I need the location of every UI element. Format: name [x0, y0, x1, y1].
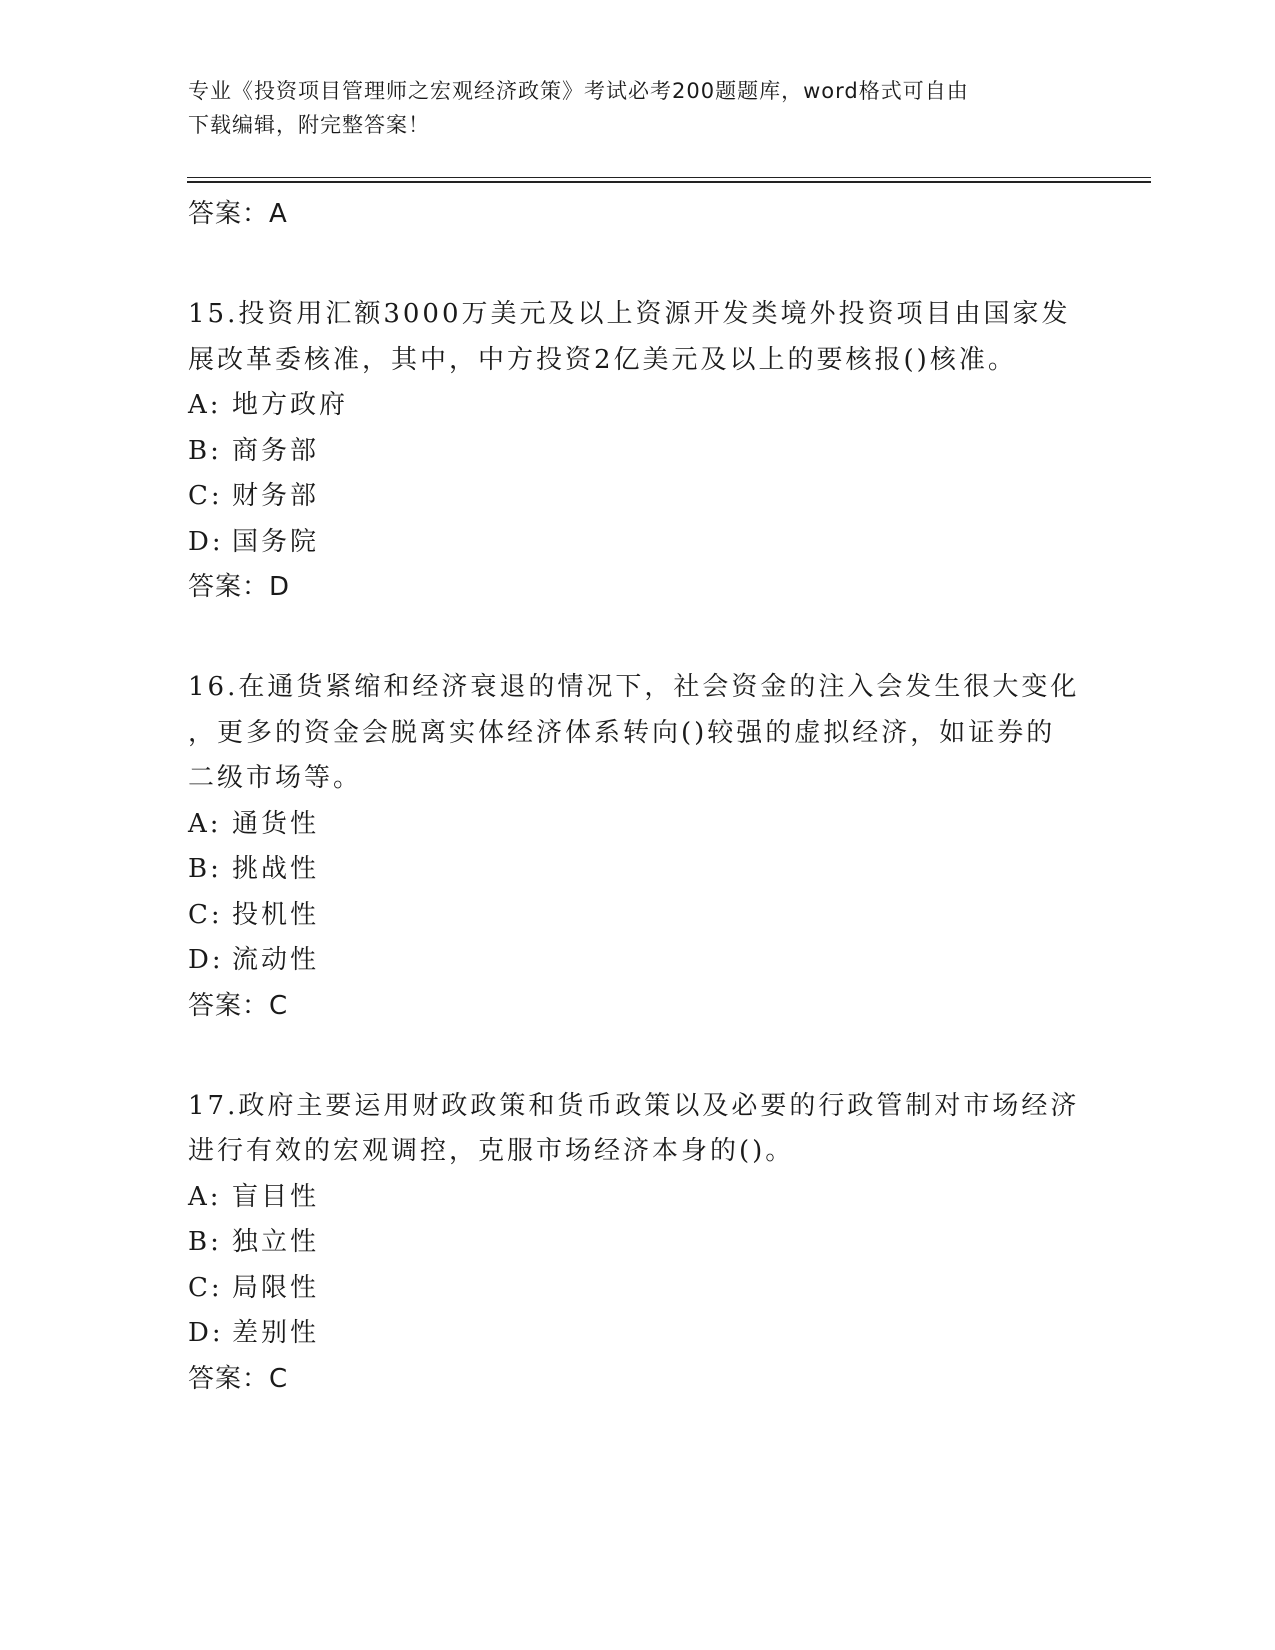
option-letter: C: — [188, 481, 223, 511]
question-stem — [188, 665, 1088, 802]
option-b — [188, 1220, 1088, 1266]
question-stem — [188, 1084, 1088, 1175]
stem-line: 二级市场等。 — [188, 763, 363, 793]
option-letter: D: — [188, 1318, 224, 1348]
option-a — [188, 383, 1088, 429]
header-divider-thick — [187, 181, 1151, 183]
header-divider-thin — [187, 177, 1151, 178]
stem-line: 进行有效的宏观调控，克服市场经济本身的()。 — [188, 1136, 795, 1166]
option-letter: A: — [188, 1181, 222, 1212]
option-c — [188, 474, 1088, 520]
header-line-2: 下载编辑，附完整答案！ — [188, 113, 430, 137]
stem-line: 展改革委核准，其中，中方投资2亿美元及以上的要核报()核准。 — [188, 344, 1017, 375]
option-letter: B: — [188, 1227, 222, 1257]
question-item — [188, 292, 1088, 609]
option-a — [188, 802, 1088, 848]
option-letter: C: — [188, 899, 223, 930]
question-list — [188, 192, 1088, 1401]
option-text: 盲目性 — [232, 1181, 320, 1212]
answer-line: 答案：C — [188, 990, 289, 1021]
option-text: 独立性 — [232, 1227, 320, 1257]
option-letter: B: — [188, 854, 222, 884]
option-text: 差别性 — [232, 1318, 320, 1348]
option-letter: D: — [188, 526, 224, 557]
option-text: 投机性 — [232, 899, 320, 930]
option-letter: C: — [188, 1272, 223, 1303]
option-c — [188, 893, 1088, 939]
stem-line: 17.政府主要运用财政政策和货币政策以及必要的行政管制对市场经济 — [188, 1090, 1080, 1121]
option-letter: D: — [188, 945, 224, 975]
option-text: 局限性 — [232, 1272, 320, 1303]
stem-line: 16.在通货紧缩和经济衰退的情况下，社会资金的注入会发生很大变化 — [188, 672, 1080, 702]
option-b — [188, 429, 1088, 475]
previous-answer: 答案：A — [188, 199, 288, 229]
option-text: 财务部 — [232, 481, 320, 511]
question-stem — [188, 292, 1088, 383]
option-letter: B: — [188, 435, 222, 466]
answer-line: 答案：D — [188, 572, 291, 602]
question-item — [188, 1084, 1088, 1401]
option-a — [188, 1175, 1088, 1221]
option-b — [188, 847, 1088, 893]
document-header — [188, 74, 1068, 142]
answer-line: 答案：C — [188, 1363, 289, 1394]
option-text: 流动性 — [232, 945, 320, 975]
question-item — [188, 665, 1088, 1028]
option-text: 通货性 — [232, 808, 320, 839]
option-d — [188, 1311, 1088, 1357]
option-text: 地方政府 — [232, 390, 349, 420]
option-text: 挑战性 — [232, 854, 320, 884]
option-letter: A: — [188, 808, 222, 839]
option-text: 商务部 — [232, 435, 320, 466]
option-d — [188, 520, 1088, 566]
option-text: 国务院 — [232, 526, 320, 557]
option-letter: A: — [188, 390, 222, 420]
stem-line: ，更多的资金会脱离实体经济体系转向()较强的虚拟经济，如证券的 — [188, 717, 1056, 748]
stem-line: 15.投资用汇额3000万美元及以上资源开发类境外投资项目由国家发 — [188, 299, 1071, 329]
header-line-1: 专业《投资项目管理师之宏观经济政策》考试必考200题题库，word格式可自由 — [188, 79, 969, 103]
option-d — [188, 938, 1088, 984]
option-c — [188, 1266, 1088, 1312]
